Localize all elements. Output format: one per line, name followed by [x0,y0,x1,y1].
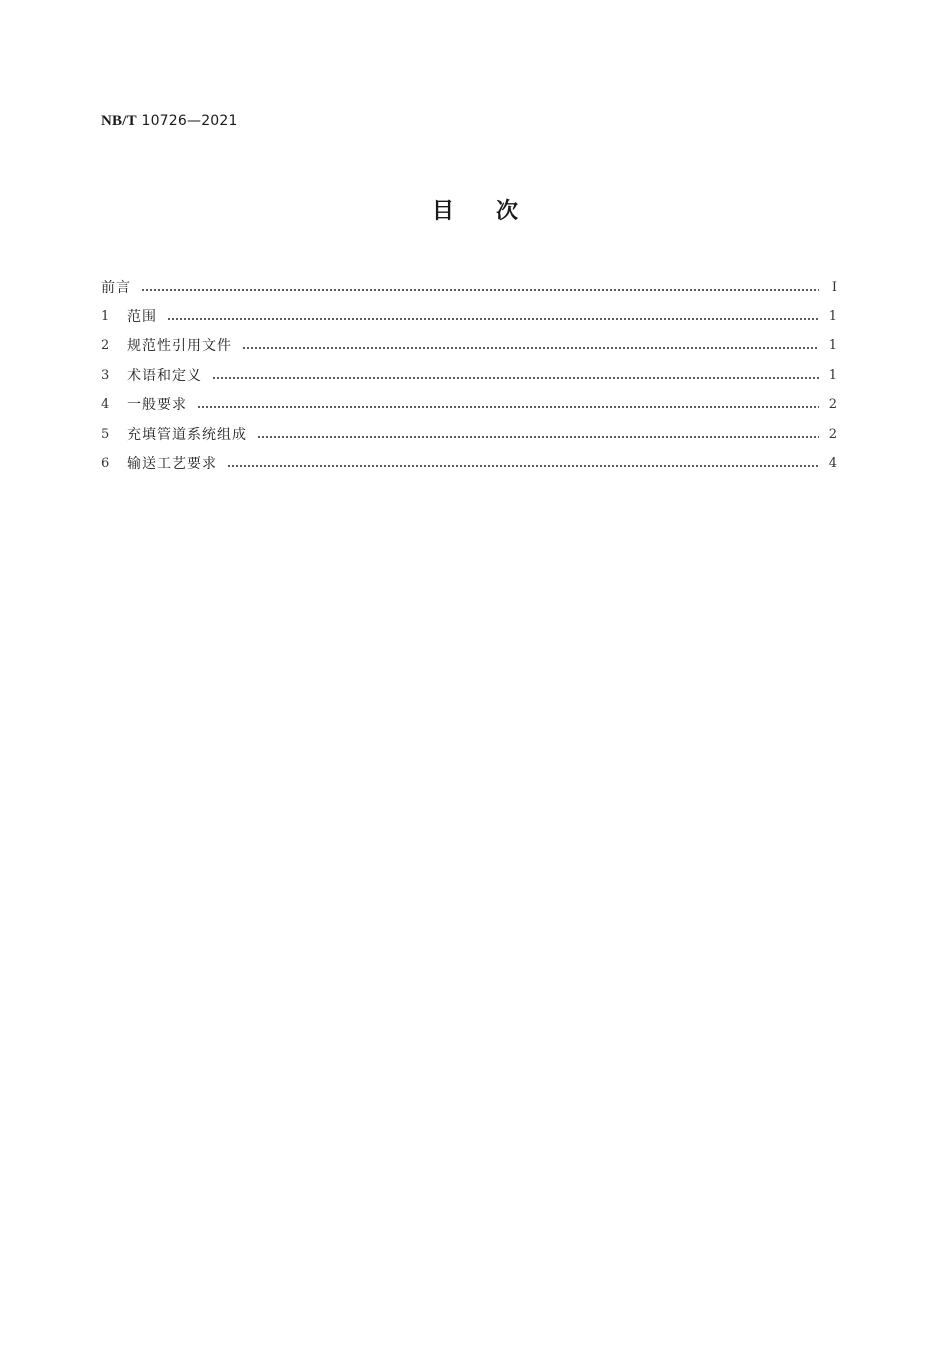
toc-leader-dots [227,465,819,467]
toc-entry-6[interactable] [101,449,837,478]
toc-leader-dots [257,436,819,438]
toc-entry-5[interactable] [101,420,837,449]
toc-entry-number: 6 [101,456,110,472]
toc-entry-page: 4 [828,456,837,472]
toc-leader-dots [212,377,819,379]
toc-leader-dots [197,406,819,408]
toc-entry-number: 4 [101,397,110,413]
toc-entry-page: 2 [828,426,837,442]
toc-entry-number: 5 [101,426,110,442]
toc-entry-1[interactable] [101,302,837,331]
toc-entry-foreword[interactable] [101,273,837,302]
toc-entry-label: 充填管道系统组成 [127,426,247,443]
standard-prefix: NB/T [101,113,137,129]
toc-entry-page: 1 [828,338,837,354]
table-of-contents [101,273,837,479]
toc-entry-label: 规范性引用文件 [127,338,232,355]
toc-leader-dots [242,347,819,349]
toc-entry-label: 范围 [127,309,157,326]
standard-number: 10726—2021 [141,113,238,129]
toc-entry-page: 2 [828,397,837,413]
toc-entry-number: 2 [101,338,110,354]
toc-leader-dots [167,318,819,320]
toc-entry-3[interactable] [101,361,837,390]
page-title: 目次 [431,199,560,224]
toc-entry-number: 1 [101,309,110,325]
toc-entry-page: 1 [828,309,837,325]
toc-entry-page: Ⅰ [831,279,837,295]
toc-entry-2[interactable] [101,332,837,361]
toc-entry-label: 一般要求 [127,397,187,414]
standard-code [101,113,238,130]
toc-entry-4[interactable] [101,391,837,420]
toc-entry-label: 前言 [101,279,131,296]
toc-entry-number: 3 [101,367,110,383]
toc-entry-label: 输送工艺要求 [127,456,217,473]
toc-entry-page: 1 [828,367,837,383]
toc-leader-dots [141,289,819,291]
toc-entry-label: 术语和定义 [127,367,202,384]
